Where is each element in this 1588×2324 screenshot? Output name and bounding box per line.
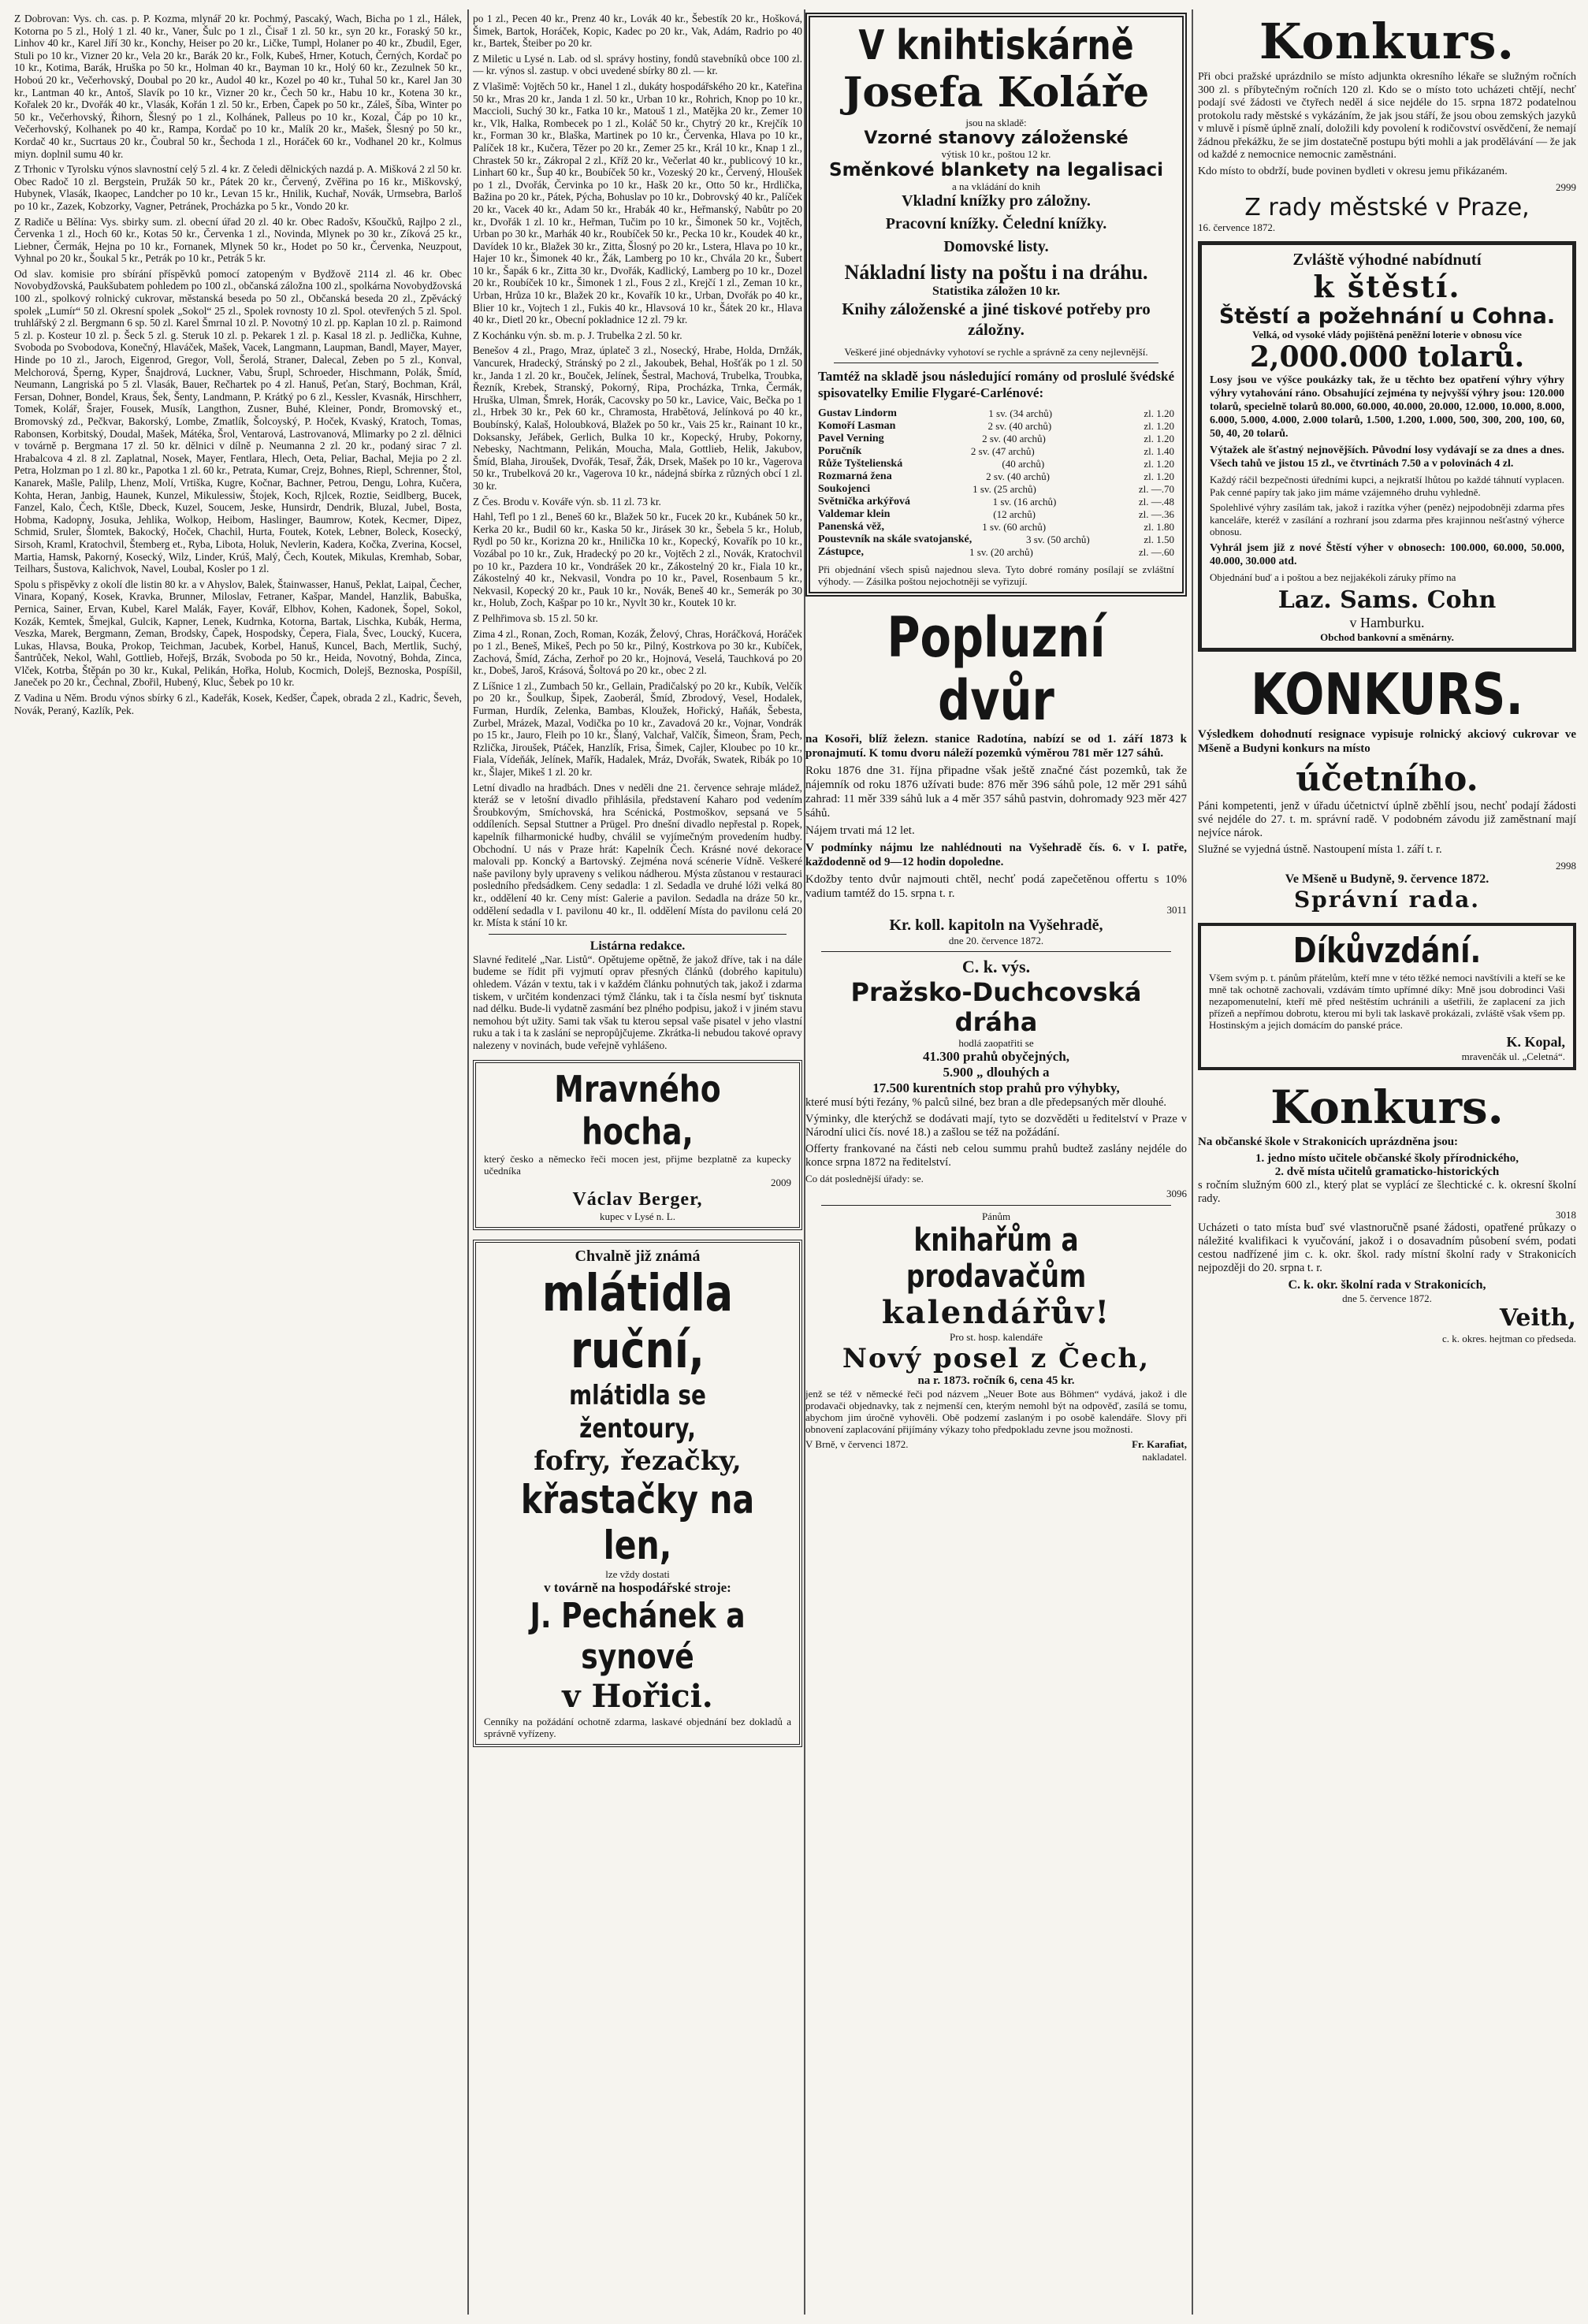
ad-text: Co dát poslednější úřady: se. — [805, 1173, 924, 1184]
ad-sub: na r. 1873. ročník 6, cena 45 kr. — [917, 1374, 1075, 1387]
ad-popluzni — [805, 606, 1187, 946]
novel-volumes: (12 archů) — [993, 508, 1036, 520]
ad-sign: Správní rada. — [1293, 887, 1481, 913]
ad-sign: Kr. koll. kapitoln na Vyšehradě, — [889, 917, 1103, 934]
ad-draha — [805, 957, 1187, 1200]
donation-paragraph: Benešov 4 zl., Prago, Mraz, úplateč 3 zl., Nosecký, Hrabe, Holda, Drnžák, Vancurek, Hradecký, Stránský po 2 zl., Jakoubek, Behal, Hošťák po 1 zl. 50 kr., Janda 1 zl. 20 kr., Bouček, Jelínek, Šestral, Machová, Trubelka, Troubka, Řezník, Krebek, Stranský, Pokorný, Ripa, Procházka, Trnka, Čermák, Hruška, Ulman, Šmrek, Horák, Cacovsky po 50 kr., Lavice, Vaic, Bečka po 1 zl., Hrbek 30 kr., Pek 60 kr., Chramosta, Hrabětová, Jelínková po 40 kr., Boubínský, Kalaš, Holoubková, Blažek po 50 kr., Vais 25 kr., Rainant 10 kr., Doksansky, Jeřábek, Gerlich, Bulka 10 kr., Kopecký, Hruby, Pokorny, Nebesky, Nachtmann, Pelikán, Moucha, Mala, Gottlieb, Helik, Jakubov, Šmíd, Blaha, Jiroušek, Dvořák, Tesař, Žák, Drsek, Mašek po 10 kr., Vagerova 50 kr., Trubelková 20 kr., Vagerova 10 kr., nádejná sbírka z různých obcí 1 zl. 30 kr. — [473, 344, 802, 492]
column-rule — [467, 9, 469, 2315]
donation-paragraph: Z Líšnice 1 zl., Zumbach 50 kr., Gellain, Pradičalský po 20 kr., Kubík, Velčík po 20 kr., Šoulkup, Šipek, Zaoberál, Šmíd, Zbrodový, Vesel, Hodalek, Furman, Hurdík, Zelenka, Bambas, Kloužek, Hořický, Haňák, Šebesta, Zurbel, Mrázek, Mazal, Vodička po 10 kr., Zavadová 20 kr., Vojnar, Vondrák po 15 kr., Jauro, Fleih po 10 kr., Šlaný, Valchař, Valčík, Šimeon, Šram, Pech, Rzlička, Jiroušek, Ptáček, Hanzlík, Frisa, Šimek, Cajler, Kloubec po 10 kr., Fiala, Vídeňák, Jelínek, Mařík, Hadalek, Mráz, Dvořák, Swatek, Ribák po 10 kr., Šlajer, Mikeš 1 zl. 20 kr. — [473, 679, 802, 779]
novel-volumes: 1 sv. (20 archů) — [969, 546, 1033, 558]
ad-text: jenž se též v německé řeči pod názvem „Neuer Bote aus Böhmen“ vydává, jakož i dle prodavači objednavky, tak z nejmenší cen, kterým nemohl být na odpověď, zasílá se tomu, abychom jim úročně vyhověli. Obě podzemí zaslaným i po osobě kalendáře. Slovy při obnovení zaplacování přijímány výkazy toho předpokladu zevne jsou možnosti. — [805, 1388, 1187, 1435]
ad-text: Offerty frankované na části neb celou summu prahů budtež zaslány nejdéle do konce srpna 1872 na ředitelství. — [805, 1143, 1187, 1169]
novel-price: zl. —.36 — [1138, 508, 1174, 520]
listarna-text: Slavné ředitelé „Nar. Listů“. Opětujeme opětně, že jakož dříve, tak i na dále budeme se řídit při vyjmutí oprav přesných článků (dobrého kapitulu) ohledem. Vázán v textu, tak i v každém článku pohnutých tak, jakož i zdarma tiskem, v určitém kondenzaci týmž článku, tak i ta čísla nesmí byť tisknuta nad délku. Bude-li vydatně zasmání bez plného podpisu, jakož i v jiném stavu nemohou být užity. Sami tak však tu kterou sepsal vaše pisatel v jeho vlastní ruku a tak i ta k zaslání se nepropůjčujeme. Zkrátka-li nebudou takové opravy nalezeny v novinách, bude veřejně vyhlášeno. — [473, 953, 802, 1051]
novel-volumes: 2 sv. (40 archů) — [987, 420, 1052, 432]
ad-line: Štěstí a požehnání u Cohna. — [1218, 304, 1556, 329]
ad-line: Nákladní listy na poštu i na dráhu. — [844, 261, 1148, 284]
ad-line: a na vkládání do knih — [952, 180, 1040, 192]
novels-intro: Tamtéž na skladě jsou následující romány od proslulé švédské spisovatelky Emilie Flygaré-Carlénové: — [818, 369, 1174, 400]
novel-row — [818, 546, 1174, 559]
ad-text: Roku 1876 dne 31. října připadne však ještě značné část pozemků, tak že nájemník od roku 1876 užívati bude: 876 měr 396 sáhů pole, 12 měr 291 sáhů zahrad: 11 měr 339 sáhů luk a 4 měr 357 sáhů pastvin, dohromady 923 měr 427 sáhů. — [805, 764, 1187, 820]
ad-line: 41.300 prahů obyčejných, — [922, 1049, 1070, 1064]
donation-paragraph: Z Miletic u Lysé n. Lab. od sl. správy hostiny, fondů stavebníků obce 100 zl. — kr. výnos sl. zastup. v obci uvedené sbírky 80 zl. — kr. — [473, 52, 802, 77]
ad-signer-sub: c. k. okres. hejtman co předseda. — [1441, 1333, 1576, 1344]
ad-line: Zvláště výhodné nabídnutí — [1292, 250, 1482, 269]
novel-volumes: 1 sv. (25 archů) — [973, 483, 1036, 495]
ad-text: Páni kompetenti, jenž v úřadu účetnictví úplně zběhlí jsou, nechť podají žádosti své nejdéle do 27. t. m. správní radě. V podobném závodu již zaměstnaní mají nejvíce nárok. — [1198, 800, 1576, 839]
ad-mid: lze vždy dostati — [605, 1567, 670, 1580]
ad-text: Služné se vyjedná ústně. Nastoupení místa 1. září t. r. — [1198, 843, 1442, 856]
novel-row — [818, 534, 1174, 546]
novel-title: Komoří Lasman — [818, 420, 896, 432]
novel-price: zl. 1.40 — [1144, 445, 1174, 457]
ad-text: Všem svým p. t. pánům přátelům, kteří mne v této těžké nemoci navštívili a kteří se ke mně tak ochotně zachovali, vzdávám tímto upřímné díky: Mně jsou dobrodinci Vaši nezapomenutelní, kteří mě před neštěstím uchránili a ušetřili, že zaplacení za jich přízeň a nepřímou dobrotu, kterou mi byli tak laskavě prokázali, zvláště však všem pp. Hostinským a jejich domácím do panské práce. — [1209, 972, 1565, 1031]
ad-text: Kdožby tento dvůr najmouti chtěl, nechť podá zapečetěnou offertu s 10% vadium tamtéž do 15. srpna t. r. — [805, 873, 1187, 900]
ad-signer: K. Kopal, — [1506, 1034, 1565, 1050]
ad-signer-sub: kupec v Lysé n. L. — [599, 1210, 676, 1222]
ad-text: Kdo místo to obdrží, bude povinen bydleti v okresu jemu přikázaném. — [1198, 165, 1508, 177]
ad-dikuvzdani — [1198, 923, 1576, 1070]
ad-signer-block — [1132, 1438, 1187, 1463]
ad-text: Při obci pražské uprázdnilo se místo adjunkta okresního lékaře se služným ročních 300 zl. s příbytečným ročních 120 zl. Kdo se o místo toto ucházeti chtějí, nechť podají své žádosti ve čtyřech neděl á sice nejdéle do 15. srpna 1872 podatelnou protokolu rady městské s vykázáním, že jak jsou stáří, že jsou obou zemských jazyků v mluvě i písmě úplně znalí, doložili kdy povolení k rodičovství osvědčení, že nemají žádnou překážku, že se jim dostatečně postupu býti mohli a jak prodělávání — že jak od každé z nemocnice nemocnic zaměstnáni. — [1198, 71, 1576, 161]
konkurs-2 — [1198, 661, 1576, 913]
novels-list — [818, 407, 1174, 559]
ad-date: dne 5. července 1872. — [1342, 1292, 1432, 1304]
ad-kalendar — [805, 1210, 1187, 1463]
ad-number: 2998 — [1556, 860, 1576, 872]
ad-number: 2999 — [1556, 181, 1576, 193]
ad-sub: Pro st. hosp. kalendáře — [949, 1331, 1043, 1343]
ad-line: 2. dvě místa učitelů gramaticko-historických — [1274, 1166, 1500, 1178]
ad-mravneho-hocha — [473, 1060, 802, 1230]
ad-text: Výsledkem dohodnutí resignace vypisuje rolnický akciový cukrovar ve Mšeně a Budyni konkurs na místo — [1198, 728, 1576, 755]
ad-text: Vyhrál jsem již z nové Štěstí výher v obnosech: 100.000, 60.000, 50.000, 40.000, 30.000 atd. — [1210, 541, 1564, 567]
novel-volumes: 3 sv. (50 archů) — [1025, 534, 1090, 545]
donation-paragraph: Z Trhonic v Tyrolsku výnos slavnostní celý 5 zl. 4 kr. Z čeledi dělnických nazdá p. A. Mišková 2 zl 50 kr. Obec Radoč 10 zl. Bergstein, Pružák 50 kr., Pátek 20 kr., Červený, Zvěřina po 16 kr., Miškovský, Hubynek, Vlasák, Ikaopec, Landcher po 10 kr., Levan 15 kr., Hnilik, Kuchař, Novák, Urmsebra, Barloš po 10 kr., Zazek, Kobzorky, Vagner, Petránek, Procházka po 5 kr., Vondo 20 kr. — [14, 163, 462, 212]
ad-big: účetního. — [1296, 759, 1478, 799]
ad-line: 17.500 kurentních stop prahů pro výhybky, — [872, 1080, 1120, 1095]
novel-title: Pavel Verning — [818, 433, 884, 444]
novel-title: Poručník — [818, 445, 862, 457]
donation-paragraph: Spolu s přispěvky z okolí dle listin 80 kr. a v Ahyslov, Balek, Štainwasser, Hanuš, Peklat, Laipal, Čecher, Vinara, Kopaný, Kosek, Kravka, Brunner, Miloslav, Fetraner, Kašpar, Mandel, Hanzlik, Babuška, Pernica, Sainer, Ervan, Kubel, Karel Malák, Fayer, Kovář, Elbhov, Kohen, Kadonek, Šopel, Sokol, Kozák, Kemtek, Šmejkal, Gulcik, Kapner, Lenek, Kudrnka, Kotorna, Bartak, Lischka, Kubák, Herma, Veszka, Marek, Bergmann, Zeman, Brodsky, Čapek, Hospodsky, Čepera, Fiala, Švec, Loucký, Kucera, Lukas, Hlavsa, Bouka, Prokop, Teichman, Jacubek, Korbel, Hanuš, Kuncel, Bach, Mertlik, Suchý, Šantrůček, Nekol, Wahl, Gottlieb, Hořejš, Brzák, Svoboda po 50 kr., Heida, Novotný, Bohda, Zinca, Vlček, Kotrba, Štěpán po 30 kr., Kukal, Pelikán, Hořka, Holub, Kocmich, Dolejš, Beznoska, Pospíšil, Janeček po 20 kr., Čechnal, Zbořil, Hubený, Kluc, Šebek po 10 kr. — [14, 578, 462, 689]
ad-foot: Obchod bankovní a směnárny. — [1320, 631, 1454, 643]
ad-top: Chvalně již známá — [575, 1247, 701, 1265]
ad-text: Výminky, dle kterýchž se dodávati mají, tyto se dozvěděti u ředitelství v Praze v Národní ulici čís. nové 18.) a zašlou se též na požádání. — [805, 1113, 1187, 1139]
konkurs-3 — [1198, 1080, 1576, 1344]
ad-mid2: v továrně na hospodářské stroje: — [544, 1579, 731, 1595]
donation-paragraph: Zima 4 zl., Ronan, Zoch, Roman, Kozák, Želový, Chras, Horáčková, Horáček po 1 zl., Beneš, Mikeš, Pech po 50 kr., Pilný, Kostrkova po 30 kr., Kubíček, Zachová, Šmíd, Zácha, Zerhoř po 20 kr., Hojnová, Veselá, Tauchková po 20 kr., Dobeš, Jaroš, Krásová, Šoltová po 20 kr., obec 2 zl. — [473, 627, 802, 677]
novel-row — [818, 470, 1174, 483]
ad-title: Pražsko-Duchcovská dráha — [850, 977, 1142, 1037]
ad-number: 3011 — [1166, 904, 1187, 916]
novel-title: Světnička arkýřová — [818, 496, 911, 508]
novel-price: zl. 1.20 — [1144, 433, 1174, 444]
ad-sign: V Brně, v červenci 1872. — [805, 1438, 909, 1450]
ad-number: 3018 — [1556, 1209, 1576, 1221]
novel-price: zl. —.60 — [1138, 546, 1174, 558]
novel-row — [818, 458, 1174, 470]
novel-volumes: (40 archů) — [1002, 458, 1045, 470]
ad-top: Pánům — [981, 1210, 1011, 1222]
novel-title: Soukojenci — [818, 483, 871, 495]
ad-amount: 2,000.000 tolarů. — [1249, 340, 1525, 374]
ad-text: Na občanské škole v Strakonicích uprázdněna jsou: — [1198, 1136, 1459, 1148]
ad-line: Veškeré jiné objednávky vyhotoví se rychle a správně za ceny nejlevnější. — [844, 346, 1148, 358]
ad-sign: Z rady městské v Praze, — [1244, 194, 1530, 221]
ad-signer-sub: mravenčák ul. „Celetná“. — [1461, 1050, 1565, 1062]
novel-row — [818, 445, 1174, 458]
novel-row — [818, 496, 1174, 508]
novel-row — [818, 508, 1174, 521]
ad-line: Domovské listy. — [943, 238, 1049, 255]
ad-title: Mravného hocha, — [554, 1067, 721, 1153]
ad-signer: Fr. Karafiat, — [1132, 1438, 1187, 1450]
ad-line: 1. jedno místo učitele občanské školy přírodnického, — [1255, 1152, 1519, 1165]
ad-text: Losy jsou ve výšce poukázky tak, že u těchto bez opatření výhry výhry výhry vytahování ráno. Obsahující zejména ty nejvyšší výhry jsou: 120.000 tolarů, specielně tolarů 80.000, 60.000, 40.000, 20.000, 12.000, 10.000, 8.000, 6.000, 5.000, 4.000, 2.000 tolarů, 1.500, 1.200, 1.000, 500, 300, 200, 100, 60, 50, 40, 20 tolarů. — [1210, 374, 1564, 440]
divider — [821, 1205, 1171, 1206]
ad-date: dne 20. července 1872. — [948, 935, 1044, 946]
ad-big: k štěstí. — [1313, 269, 1461, 304]
ad-body: který česko a německo řeči mocen jest, přijme bezplatně za kupecky učedníka — [484, 1152, 791, 1177]
ad-text: Nájem trvati má 12 let. — [805, 824, 915, 837]
ad-line: fofry, řezačky, — [534, 1445, 742, 1477]
novel-title: Panenská věž, — [818, 521, 884, 533]
ad-number: 3096 — [1166, 1188, 1187, 1199]
donation-paragraph: Z Vadina u Něm. Brodu výnos sbírky 6 zl., Kadeřák, Kosek, Kedšer, Čapek, obrada 2 zl., Kadric, Ševeh, Novák, Peraný, Kazlík, Pek. — [14, 692, 462, 716]
novel-price: zl. —.48 — [1138, 496, 1174, 508]
donation-paragraph: Z Čes. Brodu v. Kováře výn. sb. 11 zl. 73 kr. — [473, 495, 661, 508]
ad-line: Směnkové blankety na legalisaci — [829, 160, 1163, 180]
novel-volumes: 1 sv. (34 archů) — [988, 407, 1053, 419]
ad-sign: Ve Mšeně u Budyně, 9. července 1872. — [1285, 872, 1489, 886]
ad-text: V podmínky nájmu lze nahlédnouti na Vyšehradě čís. 6. v I. patře, každodenně od 9—12 hodin dopoledne. — [805, 842, 1187, 868]
novel-title: Rozmarná žena — [818, 470, 892, 482]
ad-text: které musí býti řezány, % palců silné, bez bran a dle předepsaných měr dlouhé. — [805, 1096, 1167, 1109]
konkurs-1 — [1198, 13, 1576, 233]
divider — [821, 951, 1171, 952]
ad-title: KONKURS. — [1251, 661, 1523, 727]
novel-row — [818, 407, 1174, 420]
ad-line: Velká, od vysoké vlády pojištěná peněžní loterie v obnosu více — [1252, 329, 1522, 340]
divider — [489, 934, 787, 935]
novels-note: Při objednání všech spisů najednou sleva. Tyto dobré romány posílají se zvláštní výhody. — Zásilka poštou nejochotněji se vyřizují. — [818, 563, 1174, 587]
ad-foot: Cenníky na požádání ochotně zdarma, laskavé objednání bez dokladů a správně vyřízeny. — [484, 1715, 791, 1739]
novel-volumes: 2 sv. (47 archů) — [970, 445, 1035, 457]
donation-paragraph: Hahl, Tefl po 1 zl., Beneš 60 kr., Blažek 50 kr., Fucek 20 kr., Kubánek 50 kr., Kerka 20 kr., Budil 60 kr., Kaska 50 kr., Jirásek 30 kr., Šebela 5 kr., Holub, Rydl po 50 kr., Korizna 20 kr., Hnilička 10 kr., Kopecký, Kovařík po 10 kr., Vozábal po 10 kr., Zuk, Hradecký po 20 kr., Vojtěch 2 zl., Novák, Kratochvil po 10 kr., Pazdera 10 kr., Vondrášek 20 kr., Zákostelný 20 kr., Fiala 10 kr., Zákostelný 40 kr., Nekvasil, Vondra po 10 kr., Pavel, Rosenbaum 5 kr., Nekvasil, Kopecký 20 kr., Pauk 10 kr., Novák, Beneš 40 kr., Semerák po 30 kr., Holub, Zoch, Kašpar po 10 kr., Nyvlt 30 kr., Koutek 10 kr. — [473, 511, 802, 609]
ad-signer: Václav Berger, — [572, 1188, 703, 1210]
column-donations-2 — [473, 13, 802, 2311]
theatre-notice: Letní divadlo na hradbách. Dnes v neděli dne 21. července sehraje mládež, kteráž se v letošní divadlo přihlásila, představení Kaharo pod vedením Šroubkovým, Smíchovská, hra Scénická, Postmoškov, sepsaná ve 5 oddíleních. Sepsal Stuttner a Prügel. Pro dnešní divadlo nepřestal p. Ropek, kapelník filharmonické hudby, chválil se vyjímečným provedením hudby. Obchodní. U nás v Praze hrát: Kapelník Čech. Krásné nové dekorace malovali pp. Koncký a Bartovský. Zejména nová scénerie Vídně. Veškeré naše pavilony byly upraveny s velikou nádherou. Mýsta zůstanou v restauraci posledního předsádkem. Ceny sedadla: 1 zl. Sedadla ve druhé lóži velká 80 kr., oddělení 40 kr. Ceny míst: Galerie a pavilon. Sedadla na dráze 50 kr., oddělení sedadla v I. pavilonu 40 kr., Il. oddělení Místa do pavilonu celá 20 kr. Místa k stání 10 kr. — [473, 781, 802, 929]
ad-line: Vkladní knížky pro záložny. — [902, 192, 1091, 210]
ad-text: Ucházeti o tato místa buď své vlastnoručně psané žádosti, opatřené průkazy o náležité kvalifikaci k vyučování, jakož i o dosavadním působení svém, podati cestou nadřízené jim c. k. okr. škol. rady místní školní rady v Strakonicích nejpozději do 20. srpna t. r. — [1198, 1221, 1576, 1274]
ad-big: mlátidla ruční, — [541, 1264, 734, 1380]
ad-big: knihařům a prodavačům — [906, 1222, 1087, 1295]
ad-line: Statistika záložen 10 kr. — [932, 284, 1061, 298]
ad-signature — [805, 1438, 1187, 1463]
ad-big: Nový posel z Čech, — [842, 1343, 1151, 1374]
ad-firm: Laz. Sams. Cohn — [1277, 586, 1497, 614]
ad-mlatidla — [473, 1240, 802, 1747]
novel-price: zl. 1.20 — [1144, 420, 1174, 432]
ad-title: C. k. výs. — [961, 957, 1031, 976]
ad-sub: jsou na skladě: — [965, 117, 1027, 128]
ad-signer-sub: nakladatel. — [1142, 1451, 1187, 1463]
donation-paragraph: Od slav. komisie pro sbírání příspěvků pomocí zatopeným v Bydžově 2114 zl. 46 kr. Obec Novobydžovská, Paukšubatem pohledem po 100 zl., občanská záložna 100 zl., spolkárna Novobydžovská 100 zl., spolkový rolnický cukrovar, městanská beseda po 50 zl., Občanská beseda 20 zl., Zpěvácký spolek „Lumír“ 50 zl. Okresní spolek „Sokol“ 25 zl., Spolek rovnosty 10 zl. Spol. otevřených 5 zl. Spol. truhlářský 2 zl. Bergmann 6 sp. 50 zl. Karel Šmrnal 10 zl. P. Novotný 10 zl. pp. Kaplan 10 zl. p. Raimond 5 zl. p. Kosteur 10 zl. p. Šeck 5 zl. g. Steruk 10 zl. p. Pekarek 1 zl. p. Kasal 18 zl. p. Jedlička, Kuhne, Svoboda po Svobodova, Konečný, Hlaváček, Mašek, Vacek, Langmann, Laupman, Bandl, Mayer, Mayer, Hinde po 10 zl., Jaroch, Eigenrod, Gregor, Voll, Šerolá, Straner, Dalecal, Zeben po 5 zl., Konval, Melchorová, Šperng, Kyper, Šnajdrová, Luckner, Vabu, Šrupl, Schroeder, Hischmann, Polák, Šmíd, Neumann, Langriská po 5 zl. Vlasák, Bauer, Rečhartek po 4 zl. Hanuš, Peťan, Starý, Bochman, Král, Fersan, Dohner, Bondel, Kraus, Šek, Šenty, Landmann, P. Krátký po 6 zl., Kessler, Kvasnák, Hirschherr, Tomek, Kolář, Šrajer, Fousek, Musík, Langthon, Zusner, Buhé, Kleiner, Pondr, Bromovský et., Bromovský zd., Pečkvar, Bakorský, Lombe, Zmatlík, Šolcoyský, P. Hoček, Kvaský, Kratoch, Tomas, Rabonsen, Korbitský, Doudal, Mašek, Mátéka, Šrol, Ventarová, Lastrovanová, Mlimarky po 2 zl. dělnici v továrně p. Bergmana 17 zl. 50 kr. dělnici v dílně p. Neumanna 2 zl. 20 kr., podaný sirac 7 zl. Hrabalcova 4 zl. 8 zl. Zaplatnal, Nosek, Mayer, Fentlara, Hlech, Oeta, Peliar, Bachal, Mejia po 2 zl. Petra, Holzman po 1 zl. 80 kr., Papotka 1 zl. 60 kr., Petrata, Kumar, Crejz, Bohnes, Riepl, Schrenner, Štol, Kanarek, Mašle, Palilp, Lhenz, Molí, Vrtiška, Kugre, Kočnar, Bachner, Petrou, Dengu, Lohra, Kučera, Kohta, Heran, Janbig, Haunek, Kunzel, Mikulessiw, Štojek, Koch, Rjlcek, Roztie, Seidlberg, Bucek, Fanzel, Kalo, Čech, Ktšle, Dbeck, Kuzel, Soucem, Jeske, Hunsirdr, Dendrik, Bluzal, Jubel, Bosta, Hobma, Kadopny, Josuka, Jehlika, Wolkop, Heibom, Haslinger, Baumrow, Kotek, Kecmer, Dipez, Schmid, Sruler, Šlomtek, Bakocký, Hoček, Chachil, Hurta, Foutek, Kotek, Lebner, Boleck, Kosecký, Sirsoh, Kraml, Kratochvil, Štemberg et., Ryba, Libota, Holuk, Nevlerin, Kadera, Kočka, Zverina, Kocsel, Martia, Hamsk, Pakorný, Kosecký, Wilz, Linder, Krúš, Malý, Čech, Koutek, Mikulas, Kremhab, Sobar, Teilhars, Šustova, Kalichvok, Navel, Loubal, Kosler po 1 zl. — [14, 267, 462, 575]
donation-paragraph: Z Vlašimě: Vojtěch 50 kr., Hanel 1 zl., dukáty hospodářského 20 kr., Kateřina 50 kr., Mras 20 kr., Janda 1 zl. 50 kr., Urban 10 kr., Rohrich, Knop po 10 kr., Maccioli, Suchý 30 kr., Fatka 10 kr., Matouš 1 zl., Matějka 20 kr., Zemer 10 kr., Vlk, Halka, Rombecek po 1 zl., Koláč 50 kr., Chytrý 20 kr., Krejčík 10 kr., Forman 30 kr., Blaška, Martinek po 10 kr., Červenka, Hlava po 10 kr., Palíček 18 kr., Kučera, Tězer po 20 kr., Zemer 25 kr., Král 10 kr., Knap 1 zl., Chrastek 50 kr., Zákropal 2 zl., Kříž 20 kr., Večerlat 40 kr., publicový 10 kr., Linhart 60 kr., Šup 40 kr., Boubíček 50 kr., Vozeský 20 kr., Červený, Hloušek po 1 zl., Dvořák, Červinka po 10 kr., Hašk 20 kr., Otto 50 kr., Hrdlička, Bažina po 20 kr., Pátek, Pýcha, Bohuslav po 10 kr., Dobrovský 40 kr., Palíček 20 kr., Vacek 40 kr., Adam 50 kr., Hrabák 40 kr., Heřmanský, Nabůtr po 20 kr., Dvořák 1 zl. 10 kr., Heřman, Tučim po 10 kr., Šimonek 50 kr., Vojtěch, Urban po 30 kr., Marhák 40 kr., Roubíček 50 kr., Pecka 10 kr., Koudek 40 kr., Davídek 10 kr., Blažek 30 kr., Zitta, Šlosný po 20 kr., Lstera, Hlava po 10 kr., Hajer 10 kr., Šimonek 40 kr., Žák, Lamberg po 10 kr., Chvála 20 kr., Šubert 10 kr., Šapák 6 kr., Zitta 30 kr., Dvořák, Kadlický, Lamberg po 10 kr., Dozel 20 kr., Roubíček 10 kr., Šimonek 1 zl., Fous 2 zl., Krejčí 1 zl., Zeman 10 kr., Urban, Hrůza 10 kr., Blažek 20 kr., Kovařík 10 kr., Urban, Dvořák po 40 kr., Blier 10 kr., Vojtech 1 zl., Fukis 40 kr., Hlavsová 10 kr., Šátek 20 kr., Hlava 40 kr., Dietl 20 kr., Obecní pokladnice 12 zl. 79 kr. — [473, 80, 802, 326]
ad-knihtiskarna — [805, 13, 1187, 597]
ad-text: Každý ráčil bezpečnosti úředními kupci, a nejkratší lhůtou po každé táhnutí vyplacen. Pak cenné papíry tak jako jim máme vzájemného druhu vyhledně. — [1210, 474, 1564, 498]
novel-volumes: 2 sv. (40 archů) — [986, 470, 1050, 482]
donation-paragraph: po 1 zl., Pecen 40 kr., Prenz 40 kr., Lovák 40 kr., Šebestík 20 kr., Hošková, Šimek, Bartok, Horáček, Kopic, Kadec po 20 kr., Vak, Adám, Radrio po 40 kr., Bartek, Šteiber po 20 kr. — [473, 13, 802, 50]
novel-price: zl. —.70 — [1138, 483, 1174, 495]
novel-title: Valdemar klein — [818, 508, 891, 520]
ad-line: výtisk 10 kr., poštou 12 kr. — [941, 148, 1051, 160]
novel-title: Růže Tyštelienská — [818, 458, 903, 470]
novel-price: zl. 1.20 — [1144, 407, 1174, 419]
ad-number: 2009 — [771, 1176, 791, 1188]
novel-price: zl. 1.20 — [1144, 470, 1174, 482]
donation-paragraph: Z Radiče u Bělína: Vys. sbirky sum. zl. obecní úřad 20 zl. 40 kr. Obec Radošv, Kšoučků, Rajlpo 2 zl., Červenka 1 zl., Hoch 60 kr., Kotas 50 kr., Červenka 1 zl., Novinda, Mlynek po 30 kr., Zíková 25 kr., Liebner, Čermák, Hejna po 10 kr., Fornanek, Mlynek 50 kr., Hodet po 50 kr., Červenka, Neuzpout, Vyhnal po 20 kr., Šoukal 5 kr., Petrák po 10 kr., Petrák 5 kr. — [14, 215, 462, 265]
column-rule — [1192, 9, 1193, 2315]
novel-title: Zástupce, — [818, 546, 864, 558]
ad-line: křastačky na len, — [520, 1476, 755, 1568]
column-donations — [14, 13, 462, 2311]
ad-signer: Veith, — [1499, 1304, 1576, 1332]
novel-title: Poustevník na skále svatojanské, — [818, 534, 973, 545]
column-notices — [1198, 13, 1576, 2311]
listarna-title: Listárna redakce. — [589, 939, 686, 953]
ad-text: Výtažek ale šťastný nejnovějších. Původní losy vydávají se za dnes a dnes. Všech tahů ve jistou 15 zl., ve čtvrtinách 7.50 a v polovinách 4 zl. — [1210, 444, 1564, 470]
ad-title: Konkurs. — [1270, 1080, 1504, 1134]
ad-text: Objednání buď a i poštou a bez nejjakékoli záruky přímo na — [1210, 571, 1456, 583]
ad-line: Pracovní knížky. Čelední knížky. — [885, 215, 1107, 232]
ad-line: mlátidla se žentoury, — [569, 1379, 706, 1445]
ad-text: s ročním služným 600 zl., který plat se vyplácí ze šlechtické c. k. okresní školní rady. — [1198, 1179, 1576, 1205]
ad-city: v Hamburku. — [1349, 615, 1425, 630]
novel-row — [818, 483, 1174, 496]
novel-volumes: 1 sv. (16 archů) — [992, 496, 1057, 508]
ad-line: 5.900 „ dlouhých a — [943, 1065, 1050, 1080]
donation-paragraph: Z Dobrovan: Vys. ch. cas. p. P. Kozma, mlynář 20 kr. Pochmý, Pascaký, Wach, Bicha po 1 zl., Hálek, Kotorna po 5 zl., Holý 1 zl. 40 kr., Vaner, Šulc po 1 zl., Čisař 1 zl. 50 kr., syn 20 kr., Foraský 50 kr., Linhov 40 kr., Karel Jiří 30 kr., Konchy, Heiser po 20 kr., Ličke, Tumpl, Holaner po 40 kr., Zbudil, Eger, Stuli po 10 kr., Vizner 20 kr., Vela 20 kr., Barák 20 kr., Folk, Kubeš, Hrner, Kotuch, Černých, Kordač po 10 kr., Kotima, Barák, Hruška po 50 kr., Holman 40 kr., Bayman 10 kr., Holý 60 kr., Zezulnek 50 kr., Hoboú 20 kr., Večerhovský, Doubal po 20 kr., Audol 40 kr., Kozel po 40 kr., Tuhal 50 kr., Karel Jan 30 kr., Lantman 40 kr., Antoš, Slavík po 10 kr., Vizner 20 kr., Čech 50 kr., Habu 10 kr., Kotena 30 kr., Kořalek 20 kr., Dvořák 40 kr., Vlasák, Kořán 1 zl. 50 kr., Erben, Čapek po 50 kr., Záleš, Šíba, Winter po 50 kr., Večerhovský, Řihorn, Šlesný po 1 zl., Kolhánek, Palleus po 10 kr., Kozal, Čáp po 10 kr., Večerhovský, Kolhanek po 40 kr., Rampa, Kordač po 10 kr., Malík 20 kr., Mašek, Šlesný po 50 kr., Kordač 40 kr., Sucrtaus 20 kr., Čoubral 50 kr., Šechoda 1 zl., Horáček 60 kr., Vodhanel 20 kr., Kolmus miyn. doplnil sumu 40 kr. — [14, 13, 462, 160]
novel-price: zl. 1.20 — [1144, 458, 1174, 470]
ad-title: V knihtiskárně — [858, 22, 1134, 69]
ad-line: Vzorné stanovy záloženské — [864, 128, 1129, 148]
novel-volumes: 1 sv. (60 archů) — [982, 521, 1047, 533]
ad-loterie — [1198, 241, 1576, 652]
novel-title: Gustav Lindorm — [818, 407, 897, 419]
ad-firm: J. Pechánek a synové — [530, 1595, 746, 1677]
novel-volumes: 2 sv. (40 archů) — [982, 433, 1046, 444]
novel-price: zl. 1.50 — [1144, 534, 1174, 545]
ad-big: kalendářův! — [881, 1294, 1111, 1331]
novel-price: zl. 1.80 — [1144, 521, 1174, 533]
donation-paragraph: Z Pelhřimova sb. 15 zl. 50 kr. — [473, 612, 598, 624]
ad-title: Popluzní dvůr — [887, 605, 1106, 733]
novel-row — [818, 433, 1174, 445]
ad-place: v Hořici. — [562, 1677, 713, 1715]
ad-date: 16. července 1872. — [1198, 221, 1276, 233]
ad-sign: C. k. okr. školní rada v Strakonicích, — [1288, 1278, 1486, 1292]
column-ads — [805, 13, 1187, 2311]
ad-line: Knihy záloženské a jiné tiskové potřeby pro záložny. — [842, 299, 1151, 339]
novel-row — [818, 420, 1174, 433]
donation-paragraph: Z Kochánku výn. sb. m. p. J. Trubelka 2 zl. 50 kr. — [473, 329, 682, 341]
ad-title: Díkůvzdání. — [1292, 931, 1482, 971]
ad-text: na Kosoři, blíž železn. stanice Radotína, nabízí se od 1. září 1873 k pronajmutí. K tomu dvoru náleží pozemků výměrou 781 měr 127 sáhů. — [805, 733, 1187, 760]
ad-text: hodlá zaopatřiti se — [958, 1037, 1034, 1049]
ad-title: Konkurs. — [1259, 13, 1515, 70]
ad-title: Josefa Koláře — [842, 69, 1150, 117]
ad-text: Spolehlivé výhry zasílám tak, jakož i razítka výher (peněz) nejpodobněji zdarma přes kanceláře, kteréž v zasílání a rozhraní jsou zdarma přes krajinnou nešťastný výherce obnosu. — [1210, 501, 1564, 537]
novel-row — [818, 521, 1174, 534]
